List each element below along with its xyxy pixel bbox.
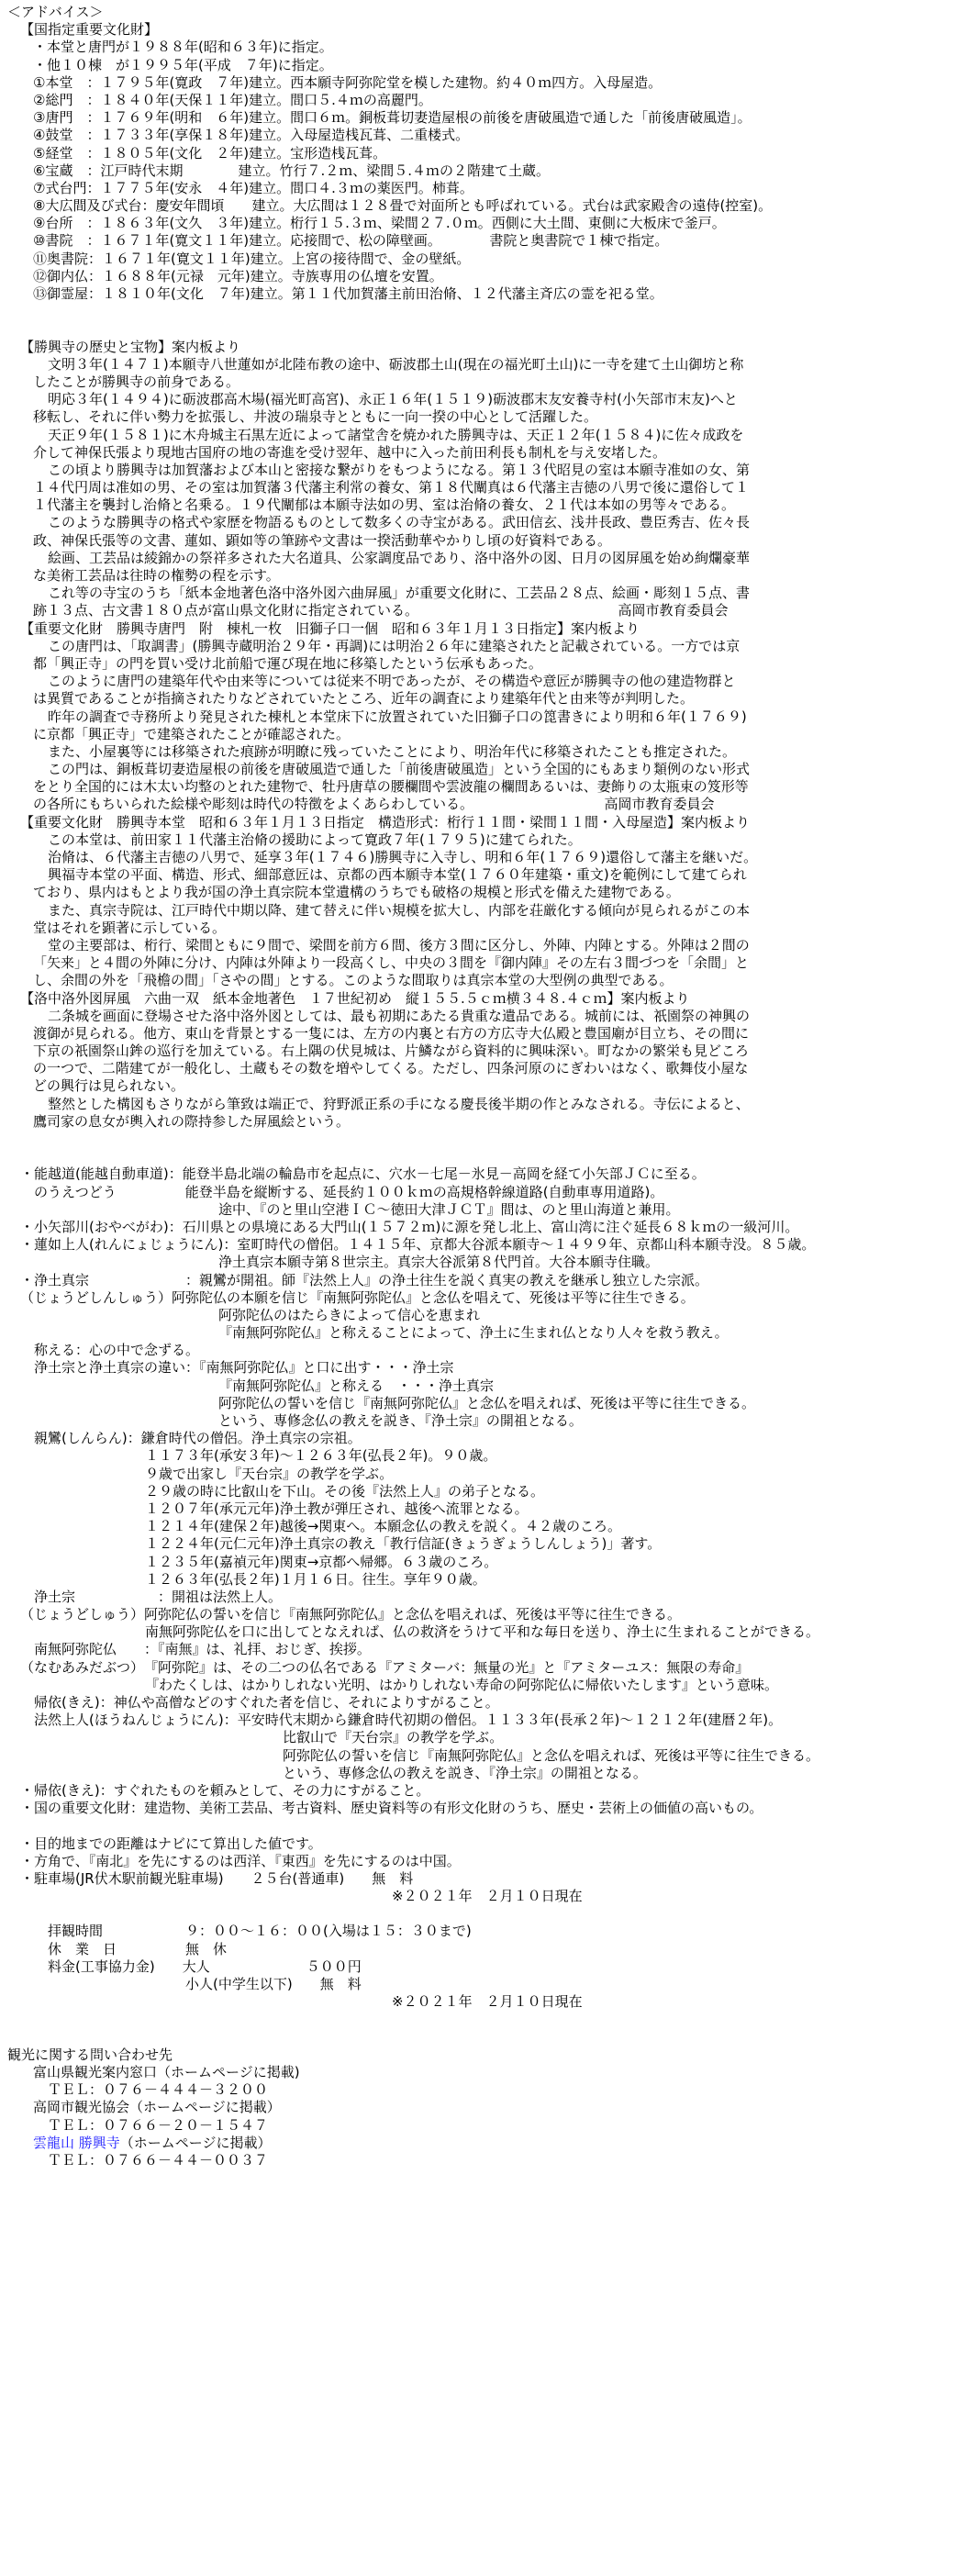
note-line: 比叡山で『天台宗』の教学を学ぶ。 <box>283 1729 504 1746</box>
history-paragraph-line: 跡１３点、古文書１８０点が富山県文化財に指定されている。 高岡市教育委員会 <box>33 602 729 619</box>
note-line: １２１４年(建保２年)越後→関東へ。本願念仏の教えを説く。４２歳のころ。 <box>145 1518 621 1535</box>
notes-section <box>7 1165 973 1817</box>
rakuchu-paragraph-line: 渡御が見られる。他方、東山を背景とする一隻には、左方の内裏と右方の方広寺大仏殿と豊国廟が目立ち、その間に <box>33 1024 750 1042</box>
contacts-heading: 観光に関する問い合わせ先 <box>7 2046 173 2063</box>
history-heading: 【勝興寺の歴史と宝物】案内板より <box>20 338 241 355</box>
rakuchu-paragraph-line: 鷹司家の息女が輿入れの際持参した屏風絵という。 <box>33 1112 351 1130</box>
note-line: １１７３年(承安３年)～１２６３年(弘長２年)。９０歳。 <box>145 1447 497 1465</box>
access-line: ※２０２１年 ２月１０日現在 <box>20 1888 583 1905</box>
cultural-properties-heading: 【国指定重要文化財】 <box>20 21 159 39</box>
note-line: 阿弥陀仏の誓いを信じ『南無阿弥陀仏』と念仏を唱えれば、死後は平等に往生できる。 <box>218 1394 756 1411</box>
history-paragraph-line: 移転し、それに伴い勢力を拡張し、井波の瑞泉寺とともに一向一揆の中心として活躍した。 <box>33 408 598 426</box>
hondo-paragraph-line: し、余間の外を「飛檐の間」「さやの間」とする。このような間取りは真宗本堂の大型例の典型である。 <box>33 972 674 989</box>
karamon-heading: 【重要文化財 勝興寺唐門 附 棟札一枚 旧獅子口一個 昭和６３年１月１３日指定】案内板より <box>20 619 640 637</box>
hondo-paragraph-line: この本堂は、前田家１１代藩主治脩の援助によって寛政７年(１７９５)に建てられた。 <box>48 831 582 848</box>
note-line: ・小矢部川(おやべがわ)：石川県との県境にある大門山(１５７２ｍ)に源を発し北上、富山湾に注ぐ延長６８ｋｍの一級河川。 <box>20 1218 799 1235</box>
note-line: ・国の重要文化財：建造物、美術工芸品、考古資料、歴史資料等の有形文化財のうち、歴史・芸術上の価値の高いもの。 <box>20 1800 763 1817</box>
admission-section <box>7 1923 973 2011</box>
note-line: 称える：心の中で念ずる。 <box>20 1342 200 1359</box>
history-paragraph-line: このような勝興寺の格式や家歴を物語るものとして数多くの寺宝がある。武田信玄、浅井長政、豊臣秀吉、佐々長 <box>48 514 751 531</box>
note-line: ９歳で出家し『天台宗』の教学を学ぶ。 <box>145 1465 394 1482</box>
contact-text: 富山県観光案内窓口（ホームページに掲載) <box>33 2063 300 2080</box>
contact-text: ＴＥＬ：０７６－４４４－３２００ <box>48 2081 269 2099</box>
note-line: ・浄土真宗 ：親鸞が開祖。師『法然上人』の浄土往生を説く真実の教えを継承し独立した宗派。 <box>20 1271 709 1288</box>
rakuchu-section <box>7 990 973 1132</box>
history-paragraph-line: 介して神保氏張より現地古国府の地の寄進を受け翌年、越中に入った前田利長も制札を与え安堵した。 <box>33 443 667 461</box>
cultural-property-item: ⑨台所 ：１８６３年(文久 ３年)建立。桁行１５.３ｍ、梁間２７.０ｍ。西側に大土間、東側に大板床で釜戸。 <box>33 215 726 232</box>
contact-line <box>7 2081 973 2099</box>
admission-line: 休 業 日 無 休 <box>20 1940 228 1957</box>
note-line: ・蓮如上人(れんにょじょうにん)：室町時代の僧侶。１４１５年、京都大谷派本願寺～１４９９年、京都山科本願寺没。８５歳。 <box>20 1236 816 1254</box>
note-line: という、専修念仏の教えを説き、『浄土宗』の開祖となる。 <box>218 1412 583 1429</box>
note-line: 浄土宗 ：開祖は法然上人。 <box>20 1588 283 1605</box>
note-line: 南無阿弥陀仏を口に出してとなえれば、仏の救済をうけて平和な毎日を送り、浄土に生まれることができる。 <box>145 1623 820 1641</box>
rakuchu-paragraph-line: 二条城を画面に登場させた洛中洛外図としては、最も初期にあたる貴重な遺品である。城前には、祇園祭の神興の <box>48 1007 751 1024</box>
karamon-paragraph-line: 都「興正寺」の門を買い受け北前船で運び現在地に移築したという伝承もあった。 <box>33 654 542 672</box>
note-line: 法然上人(ほうねんじょうにん)：平安時代末期から鎌倉時代初期の僧侶。１１３３年(長承２年)～１２１２年(建暦２年)。 <box>20 1712 783 1729</box>
hondo-text <box>7 831 973 990</box>
contact-text: ＴＥＬ：０７６６－２０－１５４７ <box>48 2116 269 2134</box>
note-line: 南無阿弥陀仏 ：『南無』は、礼拝、おじぎ、挨拶。 <box>20 1641 371 1658</box>
note-line: 『南無阿弥陀仏』と称える ・・・浄土真宗 <box>218 1377 495 1394</box>
note-line: のうえつどう 能登半島を縦断する、延長約１００ｋｍの高規格幹線道路(自動車専用道路)。 <box>20 1183 664 1200</box>
note-line: １２２４年(元仁元年)浄土真宗の教え「教行信証(きょうぎょうしんしょう)」著す。 <box>145 1535 662 1553</box>
hondo-heading: 【重要文化財 勝興寺本堂 昭和６３年１月１３日指定 構造形式：桁行１１間・梁間１１間・入母屋造】案内板より <box>20 813 751 831</box>
cultural-properties-section <box>7 21 973 303</box>
history-section <box>7 339 973 620</box>
history-paragraph-line: これ等の寺宝のうち「紙本金地著色洛中洛外図六曲屏風」が重要文化財に、工芸品２８点、絵画・彫刻１５点、書 <box>48 585 751 602</box>
karamon-paragraph-line: この門は、銅板葺切妻造屋根の前後を唐破風造で通した「前後唐破風造」という全国的にもあまり類例のない形式 <box>48 761 751 778</box>
karamon-paragraph-line: は異質であることが指摘されたりなどされていたところ、近年の調査により建築年代と由来等が判明した。 <box>33 690 695 708</box>
note-line: 親鸞(しんらん)：鎌倉時代の僧侶。浄土真宗の宗祖。 <box>20 1430 362 1447</box>
contact-text: 高岡市観光協会（ホームページに掲載） <box>33 2099 281 2116</box>
cultural-property-item: ⑧大広間及び式台：慶安年間頃 建立。大広間は１２８畳で対面所とも呼ばれている。式台は武家殿舎の遠侍(控室)。 <box>33 197 773 215</box>
hondo-paragraph-line: 治脩は、６代藩主吉徳の八男で、延享３年(１７４６)勝興寺に入寺し、明和６年(１７６９)還俗して藩主を継いだ。 <box>48 849 758 865</box>
contact-line <box>7 2117 973 2135</box>
history-paragraph-line: １代藩主を襲封し治脩と名乗る。１９代闡郁は本願寺法如の男、室は治脩の養女、２１代は本如の男等々である。 <box>33 496 736 514</box>
note-line: （なむあみだぶつ） 『阿弥陀』は、その二つの仏名である『アミターバ：無量の光』と『アミターユス：無限の寿命』 <box>20 1658 750 1676</box>
karamon-paragraph-line: をとり全国的には木太い均整のとれた建物で、牡丹唐草の腰欄間や雲波龍の欄間あるいは、妻飾りの太瓶束の笈形等 <box>33 778 749 796</box>
karamon-paragraph-line: この唐門は、「取調書」(勝興寺蔵明治２９年・再調)には明治２６年に建築されたと記載されている。一方では京 <box>48 637 741 654</box>
cultural-property-item: ⑩書院 ：１６７１年(寛文１１年)建立。応接間で、松の障壁画。 書院と奥書院で１棟で指定。 <box>33 232 669 250</box>
note-line: 『南無阿弥陀仏』と称えることによって、浄土に生まれ仏となり人々を救う教え。 <box>218 1324 729 1342</box>
hondo-paragraph-line: 「矢来」と４間の外陣に分け、内陣は外陣より一段高くし、中央の３間を『御内陣』その左右３間づつを「余間」と <box>33 954 750 972</box>
hondo-paragraph-line: 堂はそれを顕著に示している。 <box>33 919 227 936</box>
contact-note: （ホームページに掲載） <box>119 2134 272 2151</box>
admission-line: ※２０２１年 ２月１０日現在 <box>20 1993 583 2011</box>
admission-line: 料金(工事協力金) 大人 ５００円 <box>20 1957 362 1975</box>
cultural-property-item: ⑪奥書院：１６７１年(寛文１１年)建立。上宮の接待間で、金の壁紙。 <box>33 250 471 267</box>
karamon-paragraph-line: このように唐門の建築年代や由来等については従来不明であったが、その構造や意匠が勝興寺の他の建造物群と <box>48 673 736 690</box>
note-line: ・能越道(能越自動車道)：能登半島北端の輪島市を起点に、穴水－七尾－氷見－高岡を経て小矢部ＪＣに至る。 <box>20 1165 706 1183</box>
karamon-paragraph-line: 昨年の調査で寺務所より発見された棟札と本堂床下に放置されていた旧獅子口の箆書きにより明和６年(１７６９) <box>48 708 747 725</box>
advice-document <box>7 4 973 2169</box>
note-line: 阿弥陀仏の誓いを信じ『南無阿弥陀仏』と念仏を唱えれば、死後は平等に往生できる。 <box>283 1746 820 1764</box>
cultural-property-item: ④鼓堂 ：１７３３年(享保１８年)建立。入母屋造桟瓦葺、二重楼式。 <box>33 127 470 144</box>
note-line: という、専修念仏の教えを説き、『浄土宗』の開祖となる。 <box>283 1764 647 1781</box>
cultural-property-item: ①本堂 ：１７９５年(寛政 ７年)建立。西本願寺阿弥陀堂を模した建物。約４０ｍ四方。入母屋造。 <box>33 73 663 91</box>
contact-text: ＴＥＬ：０７６６－４４－００３７ <box>48 2151 269 2169</box>
note-line: １２３５年(嘉禎元年)関東→京都へ帰郷。６３歳のころ。 <box>145 1553 498 1570</box>
note-line: 阿弥陀仏のはたらきによって信心を恵まれ <box>218 1306 481 1323</box>
note-line: （じょうどしんしゅう）阿弥陀仏の本願を信じ『南無阿弥陀仏』と念仏を唱えて、死後は平等に往生できる。 <box>20 1288 695 1306</box>
rakuchu-paragraph-line: 整然とした構図もさりながら筆致は端正で、狩野派正系の手になる慶長後半期の作とみなされる。寺伝によると、 <box>48 1095 750 1112</box>
cultural-property-item: ・本堂と唐門が１９８８年(昭和６３年)に指定。 <box>33 39 333 56</box>
contact-line[interactable] <box>7 2135 973 2152</box>
karamon-text <box>7 638 973 814</box>
karamon-paragraph-line: に京都「興正寺」で建築されたことが確認された。 <box>33 725 351 742</box>
hondo-paragraph-line: ており、県内はもとより我が国の浄土真宗院本堂遺構のうちでも破格の規模と形式を備えた建物である。 <box>33 884 680 901</box>
cultural-property-item: ⑤経堂 ：１８０５年(文化 ２年)建立。宝形造桟瓦葺。 <box>33 144 387 162</box>
advice-header: ＜アドバイス＞ <box>7 4 104 20</box>
note-line: １２０７年(承元元年)浄土教が弾圧され、越後へ流罪となる。 <box>145 1500 529 1517</box>
hondo-paragraph-line: 堂の主要部は、桁行、梁間ともに９間で、梁間を前方６間、後方３間に区分し、外陣、内陣とする。外陣は２間の <box>48 936 750 953</box>
history-paragraph-line: 絵画、工芸品は綾錦かの祭祥多された大名道具、公家調度品であり、洛中洛外の図、日月の図屏風を始め絢爛豪華 <box>48 549 751 566</box>
temple-website-link[interactable]: 雲龍山 勝興寺 <box>33 2134 120 2151</box>
rakuchu-paragraph-line: どの興行は見られない。 <box>33 1077 185 1095</box>
hondo-paragraph-line: 興福寺本堂の平面、構造、形式、細部意匠は、京都の西本願寺本堂(１７６０年建築・重文)を範例にして建てられ <box>48 866 747 884</box>
history-paragraph-line: 政、神保氏張等の文書、蓮如、顕如等の筆跡や文書は一揆活動華やかりし頃の好資料である。 <box>33 531 612 549</box>
history-paragraph-line: したことが勝興寺の前身である。 <box>33 373 240 390</box>
contact-line <box>7 2099 973 2116</box>
karamon-paragraph-line: また、小屋裏等には移築された痕跡が明瞭に残っていたことにより、明治年代に移築されたことも推定された。 <box>48 742 737 760</box>
history-paragraph-line: 天正９年(１５８１)に木舟城主石黒左近によって諸堂舎を焼かれた勝興寺は、天正１２年(１５８４)に佐々成政を <box>48 426 744 443</box>
cultural-property-item: ・他１０棟 が１９９５年(平成 ７年)に指定。 <box>33 56 333 73</box>
karamon-paragraph-line: の各所にもちいられた絵様や彫刻は時代の特徴をよくあらわしている。 高岡市教育委員会 <box>33 796 715 813</box>
contact-line <box>7 2064 973 2081</box>
rakuchu-paragraph-line: の一つで、二階建てが一般化し、土蔵もその数を増やしてくる。ただし、四条河原のにぎわいはなく、歌舞伎小屋な <box>33 1060 749 1077</box>
access-line: ・方角で、『南北』を先にするのは西洋、『東西』を先にするのは中国。 <box>20 1852 461 1869</box>
history-paragraph-line: な美術工芸品は往時の権勢の程を示す。 <box>33 567 280 584</box>
contacts-list <box>7 2064 973 2169</box>
karamon-section <box>7 620 973 814</box>
history-paragraph-line: 明応３年(１４９４)に砺波郡高木場(福光町高宮)、永正１６年(１５１９)砺波郡末友安養寺村(小矢部市末友)へと <box>48 391 738 408</box>
access-line: ・目的地までの距離はナビにて算出した値です。 <box>20 1834 322 1852</box>
history-paragraph-line: １４代円周は准如の男、その室は加賀藩３代藩主利常の養女、第１８代闡真は６代藩主吉徳の八男で後に還俗して１ <box>33 479 750 496</box>
rakuchu-text <box>7 1008 973 1131</box>
history-text <box>7 356 973 620</box>
cultural-property-item: ⑫御内仏：１６８８年(元禄 元年)建立。寺族専用の仏壇を安置。 <box>33 267 443 284</box>
note-line: １２６３年(弘長２年)１月１６日。往生。享年９０歳。 <box>145 1570 486 1588</box>
cultural-properties-list <box>7 39 973 303</box>
rakuchu-heading: 【洛中洛外図屏風 六曲一双 紙本金地著色 １７世紀初め 縦１５５.５ｃｍ横３４８.４ｃｍ】案内板より <box>20 989 690 1007</box>
note-line: 浄土真宗本願寺第８世宗主。真宗大谷派第８代門首。大谷本願寺住職。 <box>218 1254 660 1271</box>
note-line: 浄土宗と浄土真宗の違い：『南無阿弥陀仏』と口に出す・・・浄土宗 <box>20 1359 454 1377</box>
note-line: ２９歳の時に比叡山を下山。その後『法然上人』の弟子となる。 <box>145 1482 545 1500</box>
hondo-paragraph-line: また、真宗寺院は、江戸時代中期以降、建て替えに伴い規模を拡大し、内部を荘厳化する傾向が見られるがこの本 <box>48 901 751 919</box>
rakuchu-paragraph-line: 下京の祇園祭山鉾の巡行を加えている。右上隅の伏見城は、片鱗ながら資料的に興味深い。町なかの繁栄も見どころ <box>33 1043 750 1060</box>
access-line: ・駐車場(JR伏木駅前観光駐車場) ２５台(普通車) 無 料 <box>20 1869 414 1887</box>
admission-line: 小人(中学生以下) 無 料 <box>20 1976 362 1992</box>
cultural-property-item: ⑦式台門：１７７５年(安永 ４年)建立。間口４.３ｍの薬医門。柿葺。 <box>33 179 473 196</box>
hondo-section <box>7 814 973 990</box>
note-line: 帰依(きえ)：神仏や高僧などのすぐれた者を信じ、それによりすがること。 <box>20 1694 499 1711</box>
admission-line: 拝観時間 ９：００～１６：００(入場は１５：３０まで) <box>20 1923 472 1940</box>
cultural-property-item: ③唐門 ：１７６９年(明和 ６年)建立。間口６ｍ。銅板葺切妻造屋根の前後を唐破風造で通した「前後唐破風造」。 <box>33 109 752 127</box>
cultural-property-item: ②総門 ：１８４０年(天保１１年)建立。間口５.４ｍの高麗門。 <box>33 91 432 108</box>
cultural-property-item: ⑬御霊屋：１８１０年(文化 ７年)建立。第１１代加賀藩主前田治脩、１２代藩主斉広の霊を祀る堂。 <box>33 285 663 302</box>
access-section <box>7 1835 973 1906</box>
contact-line <box>7 2152 973 2169</box>
note-line: ・帰依(きえ)：すぐれたものを頼みとして、その力にすがること。 <box>20 1781 430 1799</box>
note-line: 途中、『のと里山空港ＩＣ～徳田大津ＪＣＴ』間は、のと里山海道と兼用。 <box>218 1200 680 1218</box>
history-paragraph-line: この頃より勝興寺は加賀藩および本山と密接な繋がりをもつようになる。第１３代昭見の室は本願寺准如の女、第 <box>48 461 751 478</box>
contacts-section <box>7 2046 973 2169</box>
note-line: （じょうどしゅう）阿弥陀仏の誓いを信じ『南無阿弥陀仏』と念仏を唱えれば、死後は平等に往生できる。 <box>20 1606 682 1623</box>
history-paragraph-line: 文明３年(１４７１)本願寺八世蓮如が北陸布教の途中、砺波郡土山(現在の福光町土山)に一寺を建て土山御坊と称 <box>48 355 744 373</box>
note-line: 『わたくしは、はかりしれない光明、はかりしれない寿命の阿弥陀仏に帰依いたします』という意味。 <box>145 1676 779 1693</box>
cultural-property-item: ⑥宝蔵 ：江戸時代末期 建立。竹行７.２ｍ、梁間５.４ｍの２階建て土蔵。 <box>33 162 550 179</box>
